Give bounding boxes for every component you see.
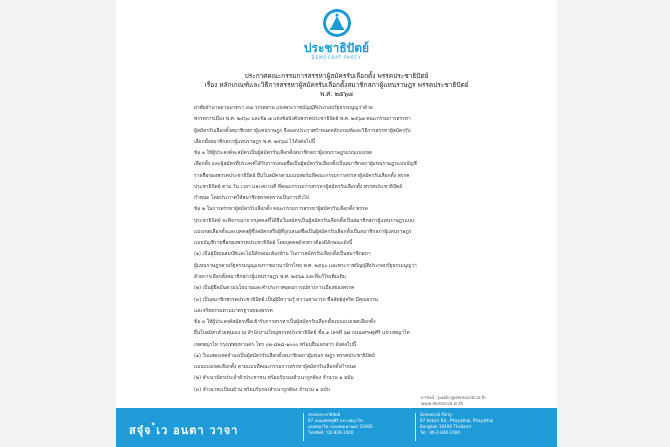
footer-divider xyxy=(415,413,416,441)
preamble-line: พรรคการเมือง พ.ศ. ๒๕๖๐ และข้อ ๗ แห่งข้อบังคับพรรคประชาธิปัตย์ พ.ศ. ๒๕๖๗ คณะกรรมการสรรหา xyxy=(194,116,411,123)
clause-3-line: เขตพญาไท กรุงเทพมหานคร โทร ๐๒-๘๒๘-๑๐๐๐ พร้อมยื่นเอกสาร ดังต่อไปนี้ xyxy=(194,341,357,348)
clause-2-line: ประชาธิปัตย์ จะพิจารณาจากบุคคลที่ได้ยื่นใบสมัครเป็นผู้สมัครรับเลือกตั้งเป็นสมาชิกสภาผู้แทนราษฎรแบบ xyxy=(194,217,414,224)
clause-1-line: ประชาธิปัตย์ ตาม วัน เวลา และสถานที่ ที่คณะกรรมการสรรหาผู้สมัครรับเลือกตั้ง พรรคประชาธิปัตย์ xyxy=(194,183,403,190)
address-line: พรรคประชาธิปัตย์ xyxy=(308,412,341,417)
address-line: 67 ถนนเศรษฐศิริ แขวงพญาไท xyxy=(308,418,363,423)
clause-2-item: ด้วยการเลือกตั้งสมาชิกสภาผู้แทนราษฎร พ.ศ. ๒๕๖๑ และที่แก้ไขเพิ่มเติม xyxy=(194,273,346,280)
clause-2-line: แบบบัญชีรายชื่อของพรรคประชาธิปัตย์ โดยบุคคลดังกล่าวต้องมีลักษณะดังนี้ xyxy=(194,240,353,247)
clause-3-line: ข้อ ๓ ให้ผู้ประสงค์สมัครเพื่อเข้ารับการสรรหาเป็นผู้สมัครรับเลือกตั้งแบบแบ่งเขตเลือกตั้ง xyxy=(194,319,376,326)
clause-2-item: (๒) เป็นผู้ยึดมั่นตามนโยบายและคำประกาศอุดมการณ์ทางการเมืองของพรรค xyxy=(194,285,355,292)
preamble-line: เลือกตั้งสมาชิกสภาผู้แทนราษฎร พ.ศ. ๒๕๖๘ ไว้ดังต่อไปนี้ xyxy=(194,138,316,145)
clause-3-item: (๓) สำเนาทะเบียนบ้าน พร้อมรับรองสำเนาถูกต้อง จำนวน ๑ ฉบับ xyxy=(194,386,330,393)
clause-2-line: แบ่งเขตเลือกตั้งและบุคคลผู้ซึ่งสมัครหรือผู้ที่ถูกเสนอชื่อเป็นผู้สมัครรับเลือกตั้งเป็นสมาชิกสภาผู้แทนราษฎร xyxy=(194,228,412,235)
thai-address xyxy=(308,412,373,436)
preamble-line: ผู้สมัครรับเลือกตั้งสมาชิกสภาผู้แทนราษฎร จึงออกประกาศกำหนดหลักเกณฑ์และวิธีการสรรหาผู้สมัครรับ xyxy=(194,127,411,134)
footer-divider xyxy=(303,413,304,441)
contact-info xyxy=(421,395,486,407)
preamble-line: อาศัยอำนาจตามมาตรา ๔๗ วรรคสาม แห่งพระราชบัญญัติประกอบรัฐธรรมนูญว่าด้วย xyxy=(194,105,373,111)
announcement-year: พ.ศ. ๒๕๖๘ xyxy=(320,90,353,98)
announcement-title: ประกาศคณะกรรมการสรรหาผู้สมัครรับเลือกตั้ง พรรคประชาธิปัตย์ xyxy=(244,72,429,80)
phone-number: Tel : 66-2-828-1000 xyxy=(420,430,460,435)
document-page xyxy=(116,0,557,447)
clause-3-item: แบบแบ่งเขตเลือกตั้ง ตามแบบที่คณะกรรมการสรรหาผู้สมัครรับเลือกตั้งกำหนด xyxy=(194,364,357,371)
address-line: Bangkok 10400 Thailand xyxy=(420,424,471,429)
clause-2-item: (๑) เป็นผู้มีคุณสมบัติและไม่มีลักษณะต้องห้าม ในการสมัครรับเลือกตั้งเป็นสมาชิกสภา xyxy=(194,251,371,258)
announcement-subject: เรื่อง หลักเกณฑ์และวิธีการสรรหาผู้สมัครรับเลือกตั้งสมาชิกสภาผู้แทนราษฎร พรรคประชาธิปัตย์ xyxy=(204,81,469,89)
address-line: 67 Setsiri Rd., Phayathai, Phayathai xyxy=(420,418,494,423)
footer-band xyxy=(116,408,557,447)
announcement-body xyxy=(194,103,494,396)
clause-2-line: ข้อ ๒ ในการสรรหาผู้สมัครรับเลือกตั้ง คณะกรรมการสรรหาผู้สมัครรับเลือกตั้ง พรรค xyxy=(194,206,368,213)
clause-2-item: และจริยธรรมตามมาตรฐานของพรรค xyxy=(194,307,273,314)
clause-1-line: รายชื่อของพรรคประชาธิปัตย์ ยื่นใบสมัครตามแบบฟอร์มที่คณะกรรมการสรรหาผู้สมัครรับเลือกตั้ง พรรค xyxy=(194,172,410,179)
website-link[interactable]: www.democrat.or.th xyxy=(421,401,464,406)
phone-number: โทรศัพท์ : 02-828-1000 xyxy=(308,430,354,435)
clause-2-item: (๓) เป็นสมาชิกพรรคประชาธิปัตย์ เป็นผู้มีความรู้ ความสามารถ ซื่อสัตย์สุจริต มีคุณธรรม xyxy=(194,296,379,303)
address-line: เขตพญาไท กรุงเทพมหานคร 10400 xyxy=(308,424,373,429)
democrat-party-emblem-icon xyxy=(322,8,352,38)
party-name: ประชาธิปัตย์ xyxy=(303,41,370,55)
clause-1-line: ข้อ ๑ ให้ผู้ประสงค์จะสมัครเป็นผู้สมัครรับเลือกตั้งสมาชิกสภาผู้แทนราษฎรแบบแบ่งเขต xyxy=(194,150,373,157)
address-line: Democrat Party xyxy=(420,412,453,417)
footer-slogan: สจุ๋จ ๋เว อนตา วาจา xyxy=(129,424,239,437)
clause-3-item: (๑) ใบแสดงเจตจำนงเป็นผู้สมัครรับเลือกตั้งสมาชิกสภาผู้แทนราษฎร พรรคประชาธิปัตย์ xyxy=(194,352,375,359)
clause-2-item: ผู้แทนราษฎรตามรัฐธรรมนูญแห่งราชอาณาจักรไทย พ.ศ. ๒๕๖๐ และพระราชบัญญัติประกอบรัฐธรรมนูญว่า xyxy=(194,262,417,269)
english-address xyxy=(420,412,493,436)
clause-3-item: (๒) สำเนาบัตรประจำตัวประชาชน พร้อมรับรองสำเนาถูกต้อง จำนวน ๑ ฉบับ xyxy=(194,375,354,382)
clause-3-line: ยื่นใบสมัครด้วยตนเอง ณ สำนักงานใหญ่พรรคประชาธิปัตย์ ชั้น ๑ เลขที่ ๖๗ ถนนเศรษฐศิริ แขวงพญาไท xyxy=(194,330,410,337)
clause-1-line: กำหนด โดยประกาศให้สมาชิกพรรคทราบเป็นการทั่วไป xyxy=(194,195,310,202)
email-link[interactable]: e-mail : public@democrat.or.th xyxy=(421,395,486,400)
party-name-english: DEMOCRAT PARTY xyxy=(311,55,362,60)
clause-1-line: เลือกตั้ง และผู้สมัครที่ประสงค์ได้รับการเสนอชื่อเป็นผู้สมัครรับเลือกตั้งเป็นสมาชิกสภาผู้แทนราษฎรแบบบัญชี xyxy=(194,161,417,168)
